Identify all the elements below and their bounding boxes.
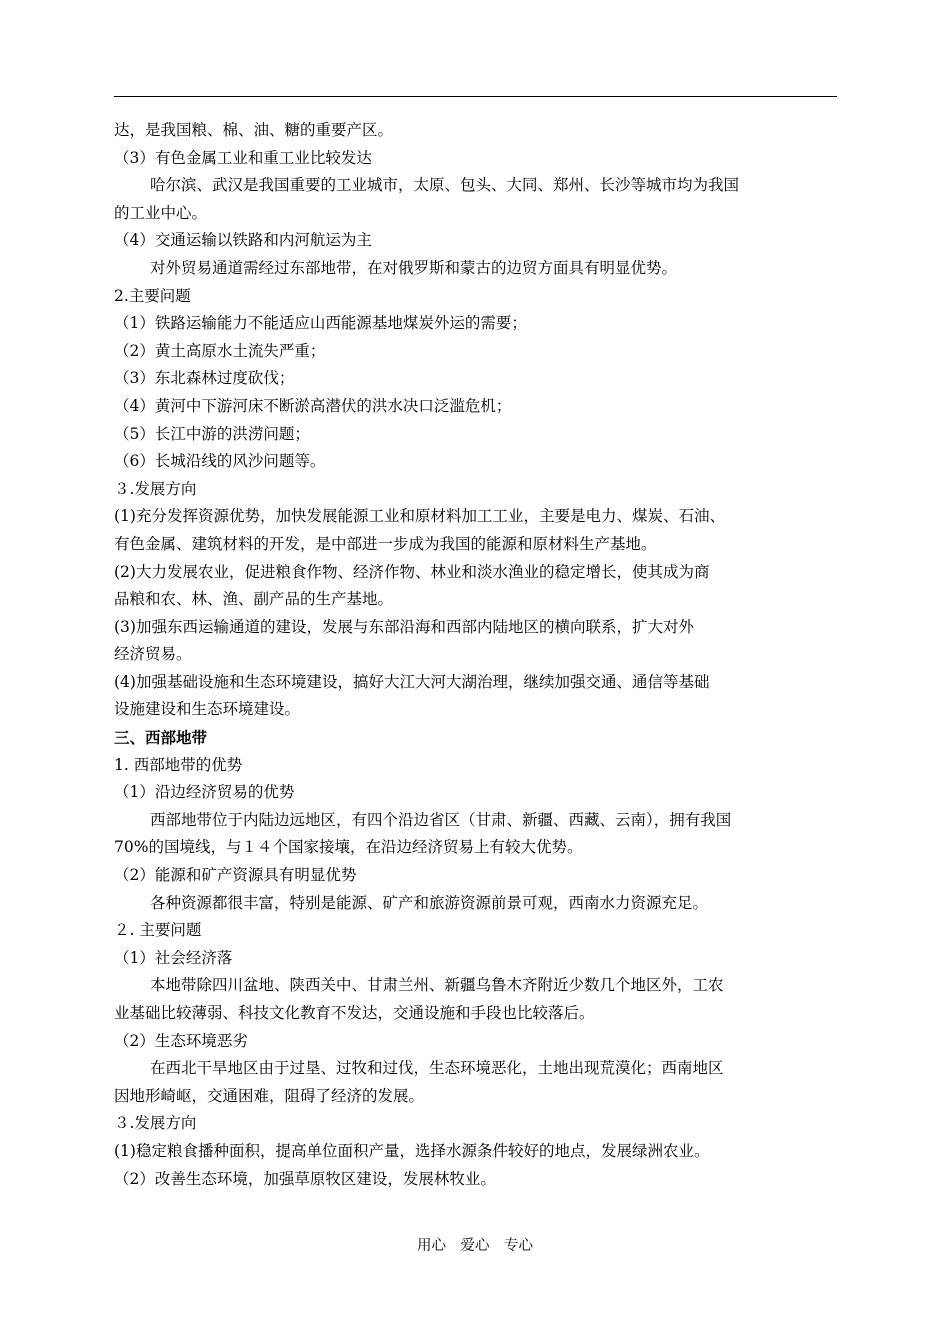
text-line: （1）社会经济落 [114,948,233,967]
text-line: （2）黄土高原水土流失严重； [114,341,326,360]
text-line: 的工业中心。 [114,203,208,222]
text-line: ２. 主要问题 [114,921,202,940]
page-footer: 用心 爱心 专心 [417,1238,533,1254]
text-line: 对外贸易通道需经过东部地带，在对俄罗斯和蒙古的边贸方面具有明显优势。 [150,258,678,277]
text-line: 在西北干旱地区由于过垦、过牧和过伐，生态环境恶化，土地出现荒漠化；西南地区 [150,1059,724,1078]
text-line: （5）长江中游的洪涝问题； [114,424,310,443]
text-line: 2.主要问题 [114,286,191,305]
text-line: 1. 西部地带的优势 [114,755,243,774]
text-line: ３.发展方向 [114,1114,197,1133]
text-line: （4）交通运输以铁路和内河航运为主 [114,231,372,250]
text-line: 业基础比较薄弱、科技文化教育不发达，交通设施和手段也比较落后。 [114,1004,595,1022]
text-line: （1）铁路运输能力不能适应山西能源基地煤炭外运的需要； [114,314,527,333]
text-line: 经济贸易。 [114,645,192,664]
text-line: （3）东北森林过度砍伐； [114,369,295,388]
text-line: （4）黄河中下游河床不断淤高潜伏的洪水决口泛滥危机； [114,396,512,415]
document-body [114,117,837,1193]
header-rule [114,96,837,97]
text-line: (1)稳定粮食播种面积，提高单位面积产量，选择水源条件较好的地点，发展绿洲农业。 [114,1141,710,1160]
text-line: （1）沿边经济贸易的优势 [114,783,295,802]
text-line: （6）长城沿线的风沙问题等。 [114,452,326,471]
text-line: 70%的国境线，与１４个国家接壤，在沿边经济贸易上有较大优势。 [114,838,583,857]
text-line: （2）能源和矿产资源具有明显优势 [114,866,357,885]
text-line: 因地形崎岖，交通困难，阻碍了经济的发展。 [114,1086,425,1105]
text-line: 西部地带位于内陆边远地区，有四个沿边省区（甘肃、新疆、西藏、云南），拥有我国 [150,810,732,829]
text-line: 达，是我国粮、棉、油、糖的重要产区。 [114,121,394,139]
text-line: 各种资源都很丰富，特别是能源、矿产和旅游资源前景可观，西南水力资源充足。 [150,893,709,912]
text-line: 有色金属、建筑材料的开发，是中部进一步成为我国的能源和原材料生产基地。 [114,534,657,553]
section-heading: 三、西部地带 [114,728,208,748]
text-line: （2）生态环境恶劣 [114,1031,248,1050]
text-line: (4)加强基础设施和生态环境建设，搞好大江大河大湖治理，继续加强交通、通信等基础 [114,672,710,691]
text-line: ３.发展方向 [114,479,197,498]
text-line: （3）有色金属工业和重工业比较发达 [114,148,372,167]
text-line: 品粮和农、林、渔、副产品的生产基地。 [114,590,394,609]
text-line: (2)大力发展农业，促进粮食作物、经济作物、林业和淡水渔业的稳定增长，使其成为商 [114,562,710,581]
text-line: (3)加强东西运输通道的建设，发展与东部沿海和西部内陆地区的横向联系，扩大对外 [114,617,694,636]
text-line: 本地带除四川盆地、陕西关中、甘肃兰州、新疆乌鲁木齐附近少数几个地区外，工农 [150,976,724,995]
text-line: (1)充分发挥资源优势，加快发展能源工业和原材料加工工业，主要是电力、煤炭、石油、 [114,507,725,526]
text-line: 哈尔滨、武汉是我国重要的工业城市，太原、包头、大同、郑州、长沙等城市均为我国 [150,176,740,195]
text-line: （2）改善生态环境，加强草原牧区建设，发展林牧业。 [114,1169,496,1188]
text-line: 设施建设和生态环境建设。 [114,700,301,719]
